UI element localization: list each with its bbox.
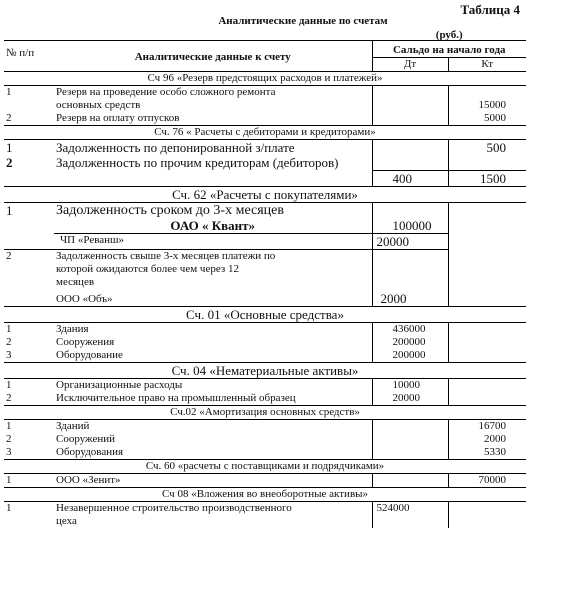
table-row-total [4, 170, 526, 186]
row-num: 2 [6, 112, 12, 124]
row-kt [448, 501, 526, 528]
row-text-line: Задолженность свыше 3-х месяцев платежи по [56, 249, 276, 262]
analytics-table [4, 29, 526, 528]
row-kt [448, 249, 526, 306]
row-kt: 500 [448, 140, 526, 156]
row-sub-label: ОАО « Квант» [170, 217, 256, 233]
row-text: Сооружений [56, 432, 116, 445]
table-row [4, 249, 526, 306]
section-title: Сч.02 «Амортизация основных средств» [4, 405, 526, 419]
section-96-header [4, 72, 526, 86]
row-kt: 5330 [448, 446, 526, 460]
row-kt: 16700 [448, 419, 526, 433]
row-text-line: цеха [56, 514, 77, 527]
section-60-header [4, 459, 526, 473]
row-kt [448, 233, 526, 249]
row-text: ООО «Зенит» [56, 473, 121, 486]
row-dt [372, 112, 448, 126]
row-kt [448, 349, 526, 363]
row-text: Задолженность по депонированной з/плате [56, 140, 295, 155]
row-kt [448, 155, 526, 170]
row-dt: 10000 [372, 378, 448, 392]
row-kt: 5000 [448, 112, 526, 126]
document-title: Аналитические данные по счетам [218, 15, 388, 27]
row-num: 3 [6, 445, 12, 458]
section-title: Сч. 62 «Расчеты с покупателями» [4, 186, 526, 202]
section-02-header [4, 405, 526, 419]
row-dt [372, 140, 448, 156]
section-title: Сч. 04 «Нематериальные активы» [4, 362, 526, 378]
table-row [4, 336, 526, 349]
row-dt [372, 86, 448, 113]
row-text-line: которой ожидаются более чем через 12 [56, 262, 239, 275]
row-sub-label: ЧП «Реванш» [60, 233, 124, 246]
row-num [4, 233, 54, 249]
row-dt: 200000 [372, 336, 448, 349]
section-title: Сч. 60 «расчеты с поставщиками и подрядчиками» [4, 459, 526, 473]
row-num: 1 [6, 86, 12, 98]
row-text: Задолженность по прочим кредиторам (дебиторов) [56, 155, 339, 170]
row-kt: 2000 [448, 433, 526, 446]
row-text: Здания [56, 322, 89, 335]
row-sub-label: ООО «Объ» [56, 292, 113, 305]
row-num: 1 [6, 419, 12, 432]
table-row [4, 349, 526, 363]
table-row [4, 378, 526, 392]
row-text [54, 170, 372, 186]
section-04-header [4, 362, 526, 378]
table-row [4, 202, 526, 233]
row-kt: 70000 [448, 473, 526, 487]
row-dt: 20000 [372, 233, 448, 249]
row-text [54, 249, 372, 306]
header-num: № п/п [4, 41, 54, 72]
row-dt: 20000 [372, 392, 448, 406]
row-dt [372, 473, 448, 487]
row-num: 3 [6, 348, 12, 361]
row-dt [372, 155, 448, 170]
row-text: Оборудование [56, 348, 123, 361]
table-row [4, 433, 526, 446]
row-num: 2 [6, 335, 12, 348]
table-number: Таблица 4 [460, 2, 520, 17]
row-text-line: Задолженность сроком до 3-х месяцев [56, 202, 284, 218]
row-num: 1 [6, 322, 12, 335]
row-kt [448, 322, 526, 336]
row-kt: 1500 [448, 170, 526, 186]
row-text: Зданий [56, 419, 90, 432]
row-text [54, 86, 372, 113]
row-num: 1 [6, 473, 12, 486]
section-title: Сч. 01 «Основные средства» [4, 306, 526, 322]
row-kt [448, 378, 526, 392]
table-row [4, 419, 526, 433]
header-desc: Аналитические данные к счету [54, 41, 372, 72]
row-dt: 524000 [372, 501, 448, 528]
row-dt [372, 433, 448, 446]
row-num: 2 [6, 155, 13, 170]
header-saldo-label: Сальдо на начало года [392, 44, 506, 56]
row-num: 2 [4, 249, 54, 306]
row-text-line: Незавершенное строительство производственного [56, 501, 292, 514]
section-title: Сч 96 «Резерв предстоящих расходов и платежей» [4, 72, 526, 86]
row-num [4, 170, 54, 186]
row-dt [372, 446, 448, 460]
table-row [4, 112, 526, 126]
row-kt [448, 202, 526, 233]
section-title: Сч. 76 « Расчеты с дебиторами и кредиторами» [4, 126, 526, 140]
table-row [4, 392, 526, 406]
row-kt [448, 392, 526, 406]
header-row [4, 41, 526, 58]
row-dt: 200000 [372, 349, 448, 363]
row-dt: 100000 [372, 202, 448, 233]
section-76-header [4, 126, 526, 140]
table-row [4, 322, 526, 336]
section-title: Сч 08 «Вложения во внеоборотные активы» [4, 487, 526, 501]
table-row [4, 155, 526, 170]
row-num: 2 [6, 432, 12, 445]
row-num: 1 [6, 140, 13, 155]
row-kt: 15000 [448, 86, 526, 113]
row-num: 1 [6, 202, 13, 218]
row-text: Оборудования [56, 445, 124, 458]
table-row [4, 501, 526, 528]
row-dt: 400 [372, 170, 448, 186]
row-text: Резерв на оплату отпусков [56, 112, 180, 124]
row-text: Исключительное право на промышленный образец [56, 391, 296, 404]
section-01-header [4, 306, 526, 322]
row-dt: 436000 [372, 322, 448, 336]
section-62-header [4, 186, 526, 202]
row-text: Сооружения [56, 335, 115, 348]
header-kt: Кт [448, 58, 526, 72]
table-row [4, 86, 526, 113]
row-text-line: Резерв на проведение особо сложного ремонта [56, 86, 276, 98]
row-num: 1 [6, 378, 12, 391]
row-text: Организационные расходы [56, 378, 183, 391]
table-row [4, 140, 526, 156]
row-dt [372, 419, 448, 433]
row-num: 2 [6, 391, 12, 404]
section-08-header [4, 487, 526, 501]
header-dt: Дт [372, 58, 448, 72]
row-text-line: месяцев [56, 275, 95, 288]
table-row [4, 473, 526, 487]
row-text [54, 233, 372, 249]
row-text [54, 202, 372, 233]
row-text [54, 501, 372, 528]
row-kt [448, 336, 526, 349]
row-text-line: основных средств [56, 99, 141, 111]
header-saldo [372, 29, 526, 58]
row-dt: 2000 [372, 249, 448, 306]
header-unit: (руб.) [435, 29, 463, 41]
table-row [4, 233, 526, 249]
row-num: 1 [6, 501, 12, 514]
table-row [4, 446, 526, 460]
